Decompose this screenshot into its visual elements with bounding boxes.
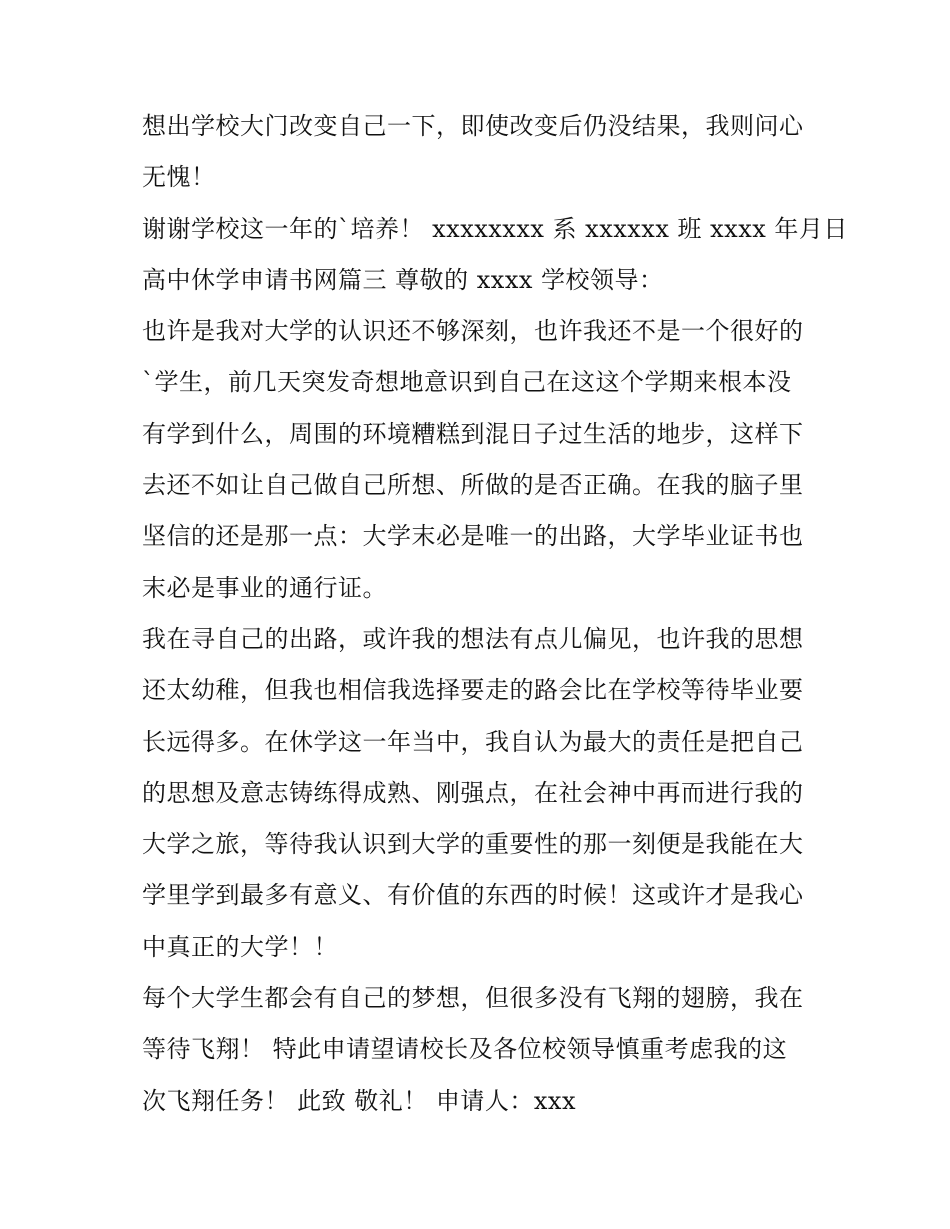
- text-line: 次飞翔任务！ 此致 敬礼！ 申请人：xxx: [142, 1086, 576, 1115]
- text-line: 想出学校大门改变自己一下，即使改变后仍没结果，我则问心: [142, 112, 804, 140]
- text-line: 无愧！: [142, 163, 216, 192]
- text-line: 中真正的大学！！: [142, 932, 338, 961]
- text-line: 有学到什么，周围的环境糟糕到混日子过生活的地步，这样下: [142, 419, 804, 448]
- text-line: 每个大学生都会有自己的梦想，但很多没有飞翔的翅膀，我在: [142, 984, 804, 1013]
- text-line: 坚信的还是那一点：大学末必是唯一的出路，大学毕业证书也: [142, 522, 804, 551]
- text-line: 我在寻自己的出路，或许我的想法有点儿偏见，也许我的思想: [142, 624, 804, 653]
- text-line: 谢谢学校这一年的`培养！ xxxxxxxx 系 xxxxxx 班 xxxx 年月日: [142, 214, 848, 243]
- text-line: 末必是事业的通行证。: [142, 573, 387, 602]
- text-line: 长远得多。在休学这一年当中，我自认为最大的责任是把自己: [142, 727, 804, 756]
- text-line: 去还不如让自己做自己所想、所做的是否正确。在我的脑子里: [142, 471, 804, 500]
- text-line: 也许是我对大学的认识还不够深刻，也许我还不是一个很好的: [142, 317, 804, 346]
- document-body: [142, 107, 848, 1133]
- text-line: 高中休学申请书网篇三 尊敬的 xxxx 学校领导：: [142, 265, 664, 294]
- text-line: 大学之旅，等待我认识到大学的重要性的那一刻便是我能在大: [142, 830, 804, 859]
- text-line: 的思想及意志铸练得成熟、刚强点，在社会神中再而进行我的: [142, 778, 804, 807]
- text-line: 等待飞翔！ 特此申请望请校长及各位校领导慎重考虑我的这: [142, 1035, 788, 1064]
- text-line: 还太幼稚，但我也相信我选择要走的路会比在学校等待毕业要: [142, 676, 804, 705]
- text-line: `学生，前几天突发奇想地意识到自己在这这个学期来根本没: [142, 368, 792, 397]
- text-line: 学里学到最多有意义、有价值的东西的时候！这或许才是我心: [142, 881, 804, 910]
